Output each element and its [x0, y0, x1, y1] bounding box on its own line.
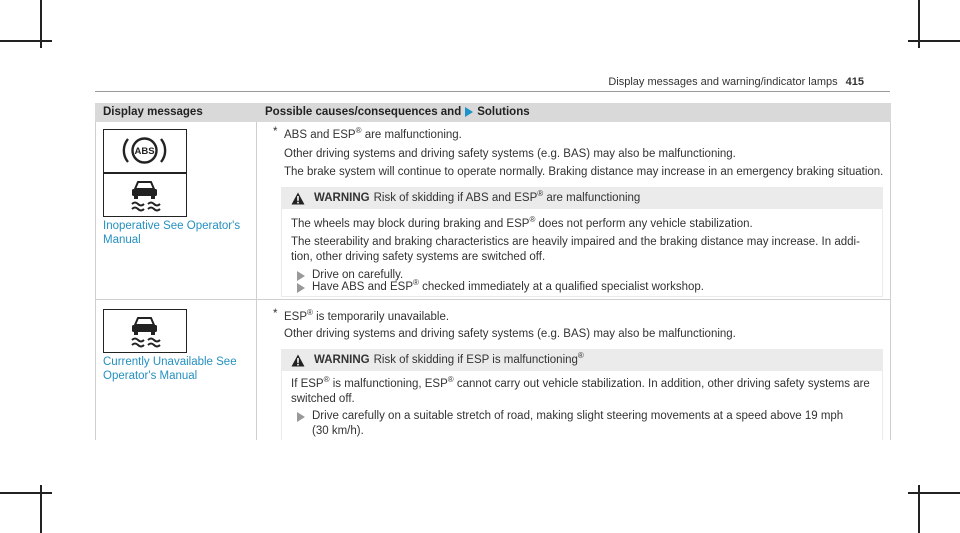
message-currently-unavailable: Currently Unavailable See Operator's Manual: [103, 356, 237, 382]
warning-text: The steerability and braking characteristics are heavily impaired and the braking distance may increase. In addi-: [291, 236, 860, 248]
running-head-title: Display messages and warning/indicator lamps: [608, 76, 838, 88]
page-number: 415: [845, 76, 864, 88]
action-bullet-icon: [297, 283, 305, 293]
arrow-right-icon: [465, 107, 473, 117]
action-bullet-icon: [297, 271, 305, 281]
svg-text:ABS: ABS: [134, 146, 155, 157]
warning-label: WARNING: [314, 354, 370, 366]
table-header: [95, 103, 891, 122]
column-header-causes: Possible causes/consequences and Solutions: [265, 106, 530, 118]
crop-mark: [908, 492, 960, 494]
message-inoperative: Inoperative See Operator's Manual: [103, 220, 241, 246]
footnote-star: *: [273, 126, 278, 138]
action-step: Drive carefully on a suitable stretch of road, making slight steering movements at a speed above 19 mph: [312, 410, 844, 422]
crop-mark: [0, 492, 52, 494]
display-messages-table: [95, 103, 891, 440]
action-bullet-icon: [297, 412, 305, 422]
action-step: (30 km/h).: [312, 425, 364, 437]
warning-box: [281, 349, 883, 440]
warning-triangle-icon: [291, 192, 305, 205]
cause-text: The brake system will continue to operate normally. Braking distance may increase in an emergency braking situation.: [284, 166, 884, 178]
warning-text: The wheels may block during braking and ESP® does not perform any vehicle stabilization.: [291, 215, 753, 230]
warning-label: WARNING: [314, 192, 370, 204]
warning-title: WARNING Risk of skidding if ESP is malfunctioning®: [314, 351, 584, 366]
crop-mark: [0, 40, 52, 42]
esp-skid-icon: [103, 173, 187, 217]
column-header-display-messages: Display messages: [103, 106, 203, 118]
warning-triangle-icon: [291, 354, 305, 367]
warning-text: If ESP® is malfunctioning, ESP® cannot carry out vehicle stabilization. In addition, other driving safety systems are: [291, 375, 870, 390]
cause-text: ESP® is temporarily unavailable.: [284, 308, 450, 323]
row-divider: [95, 299, 891, 300]
table-border-left: [95, 122, 96, 440]
warning-title: WARNING Risk of skidding if ABS and ESP® are malfunctioning: [314, 189, 641, 204]
header-rule: [95, 91, 890, 92]
column-divider: [256, 122, 257, 440]
cause-text: Other driving systems and driving safety systems (e.g. BAS) may also be malfunctioning.: [284, 148, 736, 160]
footnote-star: *: [273, 308, 278, 320]
table-border-right: [890, 122, 891, 440]
cause-text: Other driving systems and driving safety systems (e.g. BAS) may also be malfunctioning.: [284, 328, 736, 340]
action-step: Have ABS and ESP® checked immediately at a qualified specialist workshop.: [312, 278, 705, 293]
warning-text: tion, other driving safety systems are switched off.: [291, 251, 546, 263]
cause-text: ABS and ESP® are malfunctioning.: [284, 126, 462, 141]
abs-warning-icon: [103, 129, 187, 173]
running-head: [608, 76, 864, 88]
esp-skid-icon: [103, 309, 187, 353]
warning-text: switched off.: [291, 393, 355, 405]
crop-mark: [908, 40, 960, 42]
action-step: Drive on carefully.: [312, 269, 404, 281]
